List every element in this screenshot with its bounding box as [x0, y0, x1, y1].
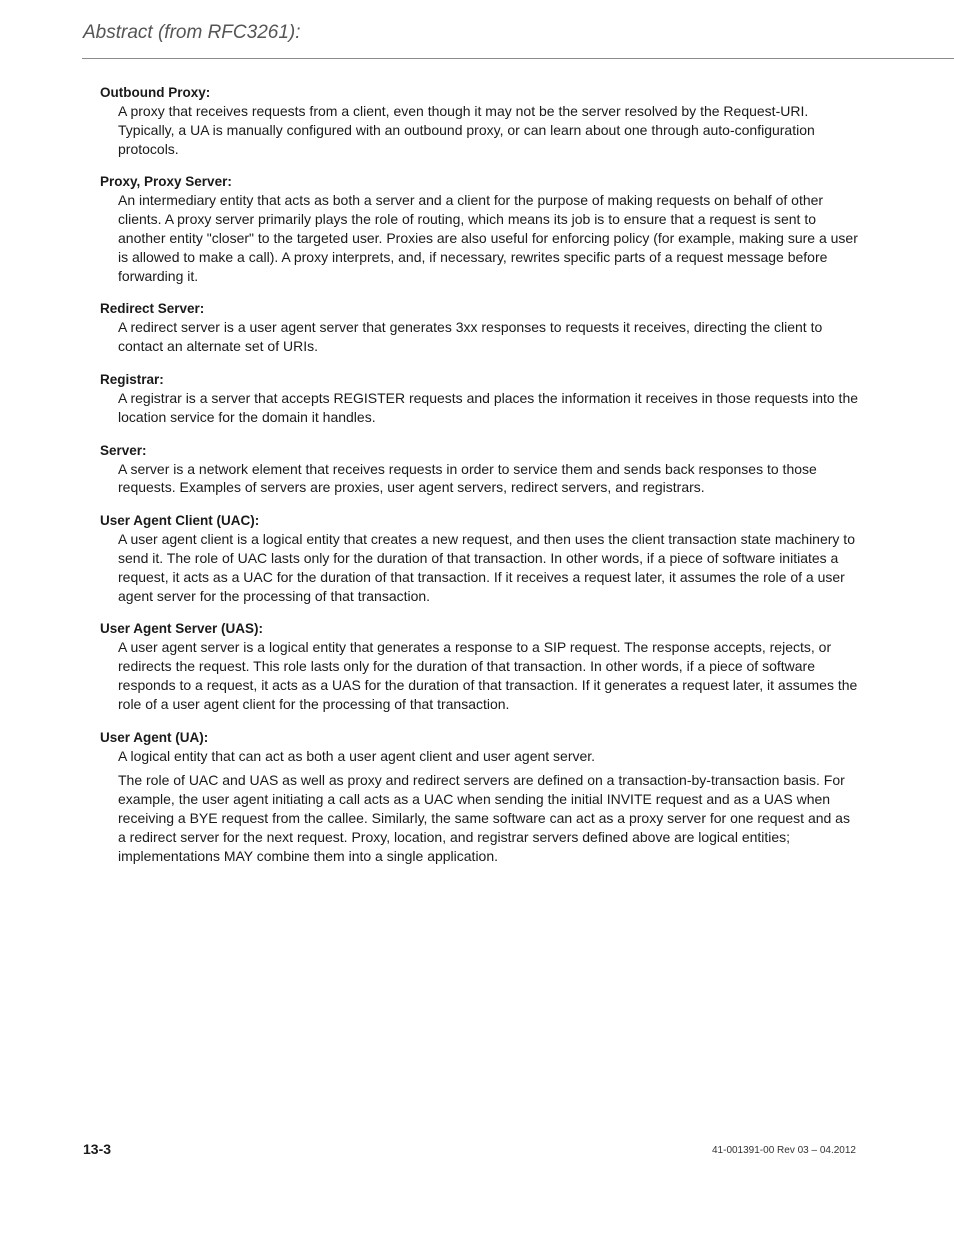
term-user-agent-client — [100, 512, 860, 605]
term-definition: A logical entity that can act as both a user agent client and user agent server. — [118, 747, 596, 764]
header-divider — [82, 58, 954, 59]
term-title: Outbound Proxy: — [100, 85, 211, 100]
definitions-list — [100, 84, 860, 880]
term-title: User Agent Client (UAC): — [100, 513, 260, 529]
term-definition: A registrar is a server that accepts REGISTER requests and places the information it receives in those requests into the location service for the domain it handles. — [118, 389, 859, 425]
term-server — [100, 442, 860, 498]
term-definition-extra: The role of UAC and UAS as well as proxy and redirect servers are defined on a transaction-by-transaction basis. For example, the user agent initiating a call acts as a UAC when sending the initial INVITE request and as a UAS when receiving a BYE request from the callee. Similarly, the same software can act as a proxy server for one request and as a redirect server for the next request. Proxy, location, and registrar servers defined above are logical entities; implementations MAY combine them into a single application. — [118, 772, 850, 864]
term-title: Redirect Server: — [100, 301, 205, 317]
term-definition: A user agent client is a logical entity that creates a new request, and then uses the client transaction state machinery to send it. The role of UAC lasts only for the duration of that transaction. In other words, if a piece of software initiates a request, it acts as a UAC for the duration of that transaction. If it receives a request later, it assumes the role of a user agent server for the processing of that transaction. — [118, 531, 855, 604]
page-title: Abstract (from RFC3261): — [83, 22, 301, 43]
term-definition: An intermediary entity that acts as both a server and a client for the purpose of making requests on behalf of other clients. A proxy server primarily plays the role of routing, which means its job is to ensure that a request is sent to another entity "closer" to the targeted user. Proxies are also useful for enforcing policy (for example, making sure a user is allowed to make a call). A proxy interprets, and, if necessary, rewrites specific parts of a request message before forwarding it. — [118, 192, 858, 284]
term-definition: A user agent server is a logical entity that generates a response to a SIP request. The response accepts, rejects, or redirects the request. This role lasts only for the duration of that transaction. In other words, if a piece of software responds to a request, it acts as a UAS for the duration of that transaction. If it generates a request later, it assumes the role of a user agent client for the processing of that transaction. — [118, 639, 858, 712]
term-user-agent — [100, 729, 860, 866]
term-title: Server: — [100, 442, 147, 458]
term-title: Registrar: — [100, 371, 164, 387]
term-proxy-server — [100, 173, 860, 285]
term-definition: A redirect server is a user agent server that generates 3xx responses to requests it receives, directing the client to contact an alternate set of URIs. — [118, 319, 823, 355]
term-definition: A proxy that receives requests from a client, even though it may not be the server resolved by the Request-URI. Typically, a UA is manually configured with an outbound proxy, or can learn about one through auto-configuration protocols. — [118, 103, 815, 157]
term-title: Proxy, Proxy Server: — [100, 174, 232, 190]
term-title: User Agent (UA): — [100, 729, 209, 745]
term-title: User Agent Server (UAS): — [100, 621, 264, 637]
term-registrar — [100, 371, 860, 427]
page-number: 13-3 — [83, 1141, 112, 1157]
term-user-agent-server — [100, 620, 860, 713]
term-outbound-proxy — [100, 84, 860, 158]
term-definition: A server is a network element that receives requests in order to service them and sends back responses to those requests. Examples of servers are proxies, user agent servers, redirect servers, and registrars. — [118, 460, 817, 496]
term-redirect-server — [100, 300, 860, 356]
document-id: 41-001391-00 Rev 03 – 04.2012 — [711, 1145, 856, 1156]
